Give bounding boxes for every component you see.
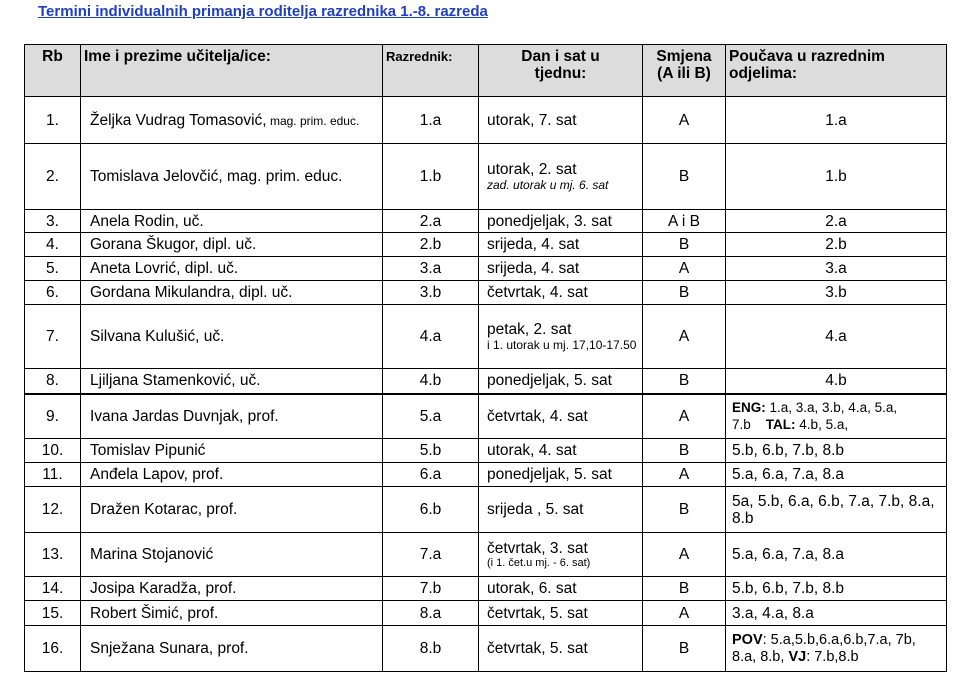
pov-label: POV	[732, 631, 763, 648]
cell-shift: A i B	[643, 210, 726, 233]
day-extra: (i 1. čet.u mj. - 6. sat)	[487, 557, 591, 569]
cell-class: 5.b	[383, 439, 479, 463]
document-title: Termini individualnih primanja roditelja razrednika 1.-8. razreda	[38, 3, 488, 20]
eng-classes: 1.a, 3.a, 3.b, 4.a, 5.a, 7.b	[732, 400, 898, 433]
cell-rb: 11.	[25, 463, 81, 487]
cell-shift: A	[643, 257, 726, 281]
table-row	[25, 305, 947, 369]
cell-name: Anela Rodin, uč.	[81, 210, 383, 233]
cell-class: 3.a	[383, 257, 479, 281]
cell-rb: 9.	[25, 394, 81, 439]
cell-teaches: 5.a, 6.a, 7.a, 8.a	[726, 463, 947, 487]
cell-day: ponedjeljak, 5. sat	[479, 369, 643, 394]
cell-rb: 14.	[25, 577, 81, 601]
table-row	[25, 369, 947, 394]
cell-shift: B	[643, 233, 726, 257]
day-main: četvrtak, 3. sat	[487, 540, 588, 557]
cell-day: utorak, 4. sat	[479, 439, 643, 463]
cell-rb: 6.	[25, 281, 81, 305]
cell-teaches	[726, 626, 947, 672]
cell-day: četvrtak, 4. sat	[479, 394, 643, 439]
cell-day: utorak, 6. sat	[479, 577, 643, 601]
cell-name: Silvana Kulušić, uč.	[81, 305, 383, 369]
cell-shift: B	[643, 439, 726, 463]
cell-name: Ivana Jardas Duvnjak, prof.	[81, 394, 383, 439]
cell-class: 1.b	[383, 144, 479, 210]
cell-class: 3.b	[383, 281, 479, 305]
day-extra: i 1. utorak u mj. 17,10-17.50	[487, 338, 637, 352]
cell-class: 6.b	[383, 487, 479, 533]
cell-name: Tomislava Jelovčić, mag. prim. educ.	[81, 144, 383, 210]
cell-shift: B	[643, 369, 726, 394]
cell-teaches: 1.b	[726, 144, 947, 210]
table-row	[25, 97, 947, 144]
cell-rb: 5.	[25, 257, 81, 281]
cell-day	[479, 144, 643, 210]
cell-class: 7.a	[383, 533, 479, 577]
cell-name	[81, 97, 383, 144]
cell-teaches: 2.a	[726, 210, 947, 233]
cell-rb: 16.	[25, 626, 81, 672]
cell-teaches: 1.a	[726, 97, 947, 144]
table-row	[25, 601, 947, 626]
cell-name: Gordana Mikulandra, dipl. uč.	[81, 281, 383, 305]
tal-classes: 4.b, 5.a,	[795, 417, 849, 433]
cell-teaches: 4.a	[726, 305, 947, 369]
cell-shift: A	[643, 601, 726, 626]
cell-teaches: 2.b	[726, 233, 947, 257]
cell-name: Marina Stojanović	[81, 533, 383, 577]
table-row	[25, 210, 947, 233]
cell-name: Aneta Lovrić, dipl. uč.	[81, 257, 383, 281]
header-rb: Rb	[25, 45, 81, 97]
cell-class: 1.a	[383, 97, 479, 144]
day-extra: zad. utorak u mj. 6. sat	[487, 178, 609, 192]
header-day	[479, 45, 643, 97]
cell-rb: 2.	[25, 144, 81, 210]
header-shift-line2: (A ili B)	[657, 65, 711, 82]
cell-day: četvrtak, 4. sat	[479, 281, 643, 305]
table-row	[25, 233, 947, 257]
vj-classes: : 7.b,8.b	[806, 648, 859, 665]
cell-teaches: 5.b, 6.b, 7.b, 8.b	[726, 439, 947, 463]
cell-day	[479, 305, 643, 369]
table-row	[25, 257, 947, 281]
day-main: petak, 2. sat	[487, 321, 572, 338]
cell-class: 8.a	[383, 601, 479, 626]
cell-shift: B	[643, 487, 726, 533]
cell-shift: A	[643, 463, 726, 487]
cell-day: srijeda, 4. sat	[479, 257, 643, 281]
header-shift-line1: Smjena	[656, 48, 712, 65]
vj-label: VJ	[788, 648, 807, 665]
header-day-line1: Dan i sat u	[521, 48, 600, 65]
cell-shift: A	[643, 305, 726, 369]
table-header-row	[25, 45, 947, 97]
cell-shift: B	[643, 626, 726, 672]
cell-day: ponedjeljak, 3. sat	[479, 210, 643, 233]
cell-class: 2.b	[383, 233, 479, 257]
cell-day: srijeda, 4. sat	[479, 233, 643, 257]
cell-class: 7.b	[383, 577, 479, 601]
cell-rb: 12.	[25, 487, 81, 533]
cell-shift: B	[643, 281, 726, 305]
table-row	[25, 533, 947, 577]
header-day-line2: tjednu:	[534, 65, 587, 82]
cell-class: 4.a	[383, 305, 479, 369]
cell-rb: 10.	[25, 439, 81, 463]
cell-teaches: 3.b	[726, 281, 947, 305]
cell-rb: 7.	[25, 305, 81, 369]
cell-day: četvrtak, 5. sat	[479, 601, 643, 626]
cell-name: Josipa Karadža, prof.	[81, 577, 383, 601]
cell-name: Tomislav Pipunić	[81, 439, 383, 463]
teacher-title: mag. prim. educ.	[266, 113, 360, 128]
header-teaches-line1: Poučava u razrednim	[729, 48, 885, 65]
teacher-name: Željka Vudrag Tomasović,	[90, 111, 267, 129]
table-row	[25, 463, 947, 487]
cell-teaches: 4.b	[726, 369, 947, 394]
cell-rb: 15.	[25, 601, 81, 626]
eng-label: ENG:	[732, 400, 766, 416]
cell-name: Ljiljana Stamenković, uč.	[81, 369, 383, 394]
parent-meetings-table	[24, 44, 947, 672]
cell-name: Robert Šimić, prof.	[81, 601, 383, 626]
cell-name: Anđela Lapov, prof.	[81, 463, 383, 487]
cell-day: četvrtak, 5. sat	[479, 626, 643, 672]
table-row	[25, 577, 947, 601]
cell-shift: B	[643, 577, 726, 601]
cell-name: Snježana Sunara, prof.	[81, 626, 383, 672]
cell-class: 4.b	[383, 369, 479, 394]
cell-teaches: 3.a	[726, 257, 947, 281]
cell-teaches: 5.a, 6.a, 7.a, 8.a	[726, 533, 947, 577]
tal-label: TAL:	[765, 417, 796, 433]
cell-rb: 1.	[25, 97, 81, 144]
header-teaches	[726, 45, 947, 97]
header-name: Ime i prezime učitelja/ice:	[81, 45, 383, 97]
cell-shift: A	[643, 394, 726, 439]
cell-day: utorak, 7. sat	[479, 97, 643, 144]
cell-class: 5.a	[383, 394, 479, 439]
cell-name: Dražen Kotarac, prof.	[81, 487, 383, 533]
cell-teaches	[726, 394, 947, 439]
cell-teaches: 5a, 5.b, 6.a, 6.b, 7.a, 7.b, 8.a, 8.b	[726, 487, 947, 533]
cell-day: srijeda , 5. sat	[479, 487, 643, 533]
cell-rb: 3.	[25, 210, 81, 233]
cell-shift: B	[643, 144, 726, 210]
header-teaches-line2: odjelima:	[729, 65, 798, 82]
cell-teaches: 5.b, 6.b, 7.b, 8.b	[726, 577, 947, 601]
header-shift	[643, 45, 726, 97]
cell-shift: A	[643, 97, 726, 144]
cell-day	[479, 533, 643, 577]
cell-name: Gorana Škugor, dipl. uč.	[81, 233, 383, 257]
cell-class: 2.a	[383, 210, 479, 233]
table-row	[25, 394, 947, 439]
cell-day: ponedjeljak, 5. sat	[479, 463, 643, 487]
pov-classes: : 5.a,5.b,6.a,6.b,7.a, 7b, 8.a, 8.b,	[732, 631, 916, 665]
table-row	[25, 487, 947, 533]
cell-rb: 8.	[25, 369, 81, 394]
cell-rb: 4.	[25, 233, 81, 257]
day-main: utorak, 2. sat	[487, 161, 577, 178]
cell-shift: A	[643, 533, 726, 577]
cell-teaches: 3.a, 4.a, 8.a	[726, 601, 947, 626]
cell-rb: 13.	[25, 533, 81, 577]
cell-class: 8.b	[383, 626, 479, 672]
table-row	[25, 144, 947, 210]
table-row	[25, 439, 947, 463]
table-row	[25, 281, 947, 305]
header-class: Razrednik:	[383, 45, 479, 97]
table-row	[25, 626, 947, 672]
cell-class: 6.a	[383, 463, 479, 487]
